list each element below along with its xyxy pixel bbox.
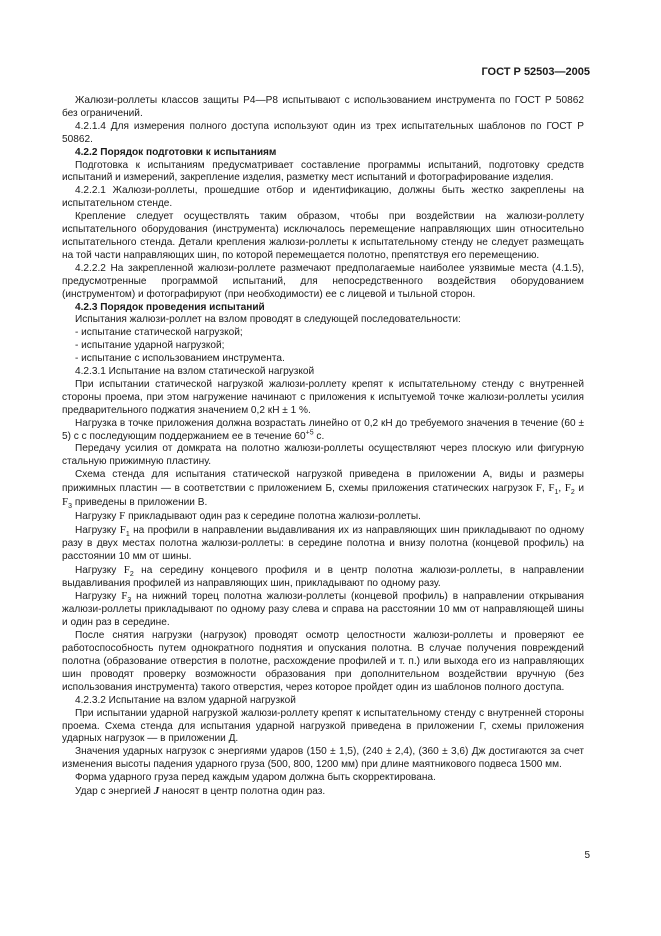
section-heading: 4.2.3 Порядок проведения испытаний	[75, 301, 265, 313]
subscript: 2	[570, 489, 575, 497]
paragraph: При испытании статической нагрузкой жалюзи-роллету крепят к испытательному стенду с внутренней стороны проема, при этом нагружение начинают с приложения к испытуемой точке жалюзи-роллеты усилия предварительного поджатия значением 0,2 кН ± 1 %.	[62, 378, 584, 416]
paragraph: Передачу усилия от домкрата на полотно жалюзи-роллеты осуществляют через плоскую или фигурную стальную прижимную пластину.	[62, 443, 584, 468]
symbol-f1: F	[548, 482, 555, 495]
text: Нагрузку	[75, 524, 120, 536]
paragraph: 4.2.2.2 На закрепленной жалюзи-роллете размечают предполагаемые наиболее уязвимые места (4.1.5), предусмотренные программой испытаний, для непосредственного воздействия оборудованием (инструментом) и фотографируют (при необходимости) ее с лицевой и тыльной сторон.	[62, 262, 584, 300]
subscript: 3	[68, 503, 73, 511]
paragraph: 4.2.1.4 Для измерения полного доступа используют один из трех испытательных шаблонов по ГОСТ Р 50862.	[62, 120, 584, 145]
symbol-f: F	[119, 510, 126, 522]
subscript: 3	[127, 597, 132, 605]
symbol-f1: F	[119, 523, 126, 536]
subscript: 1	[125, 530, 130, 538]
section-heading: 4.2.2 Порядок подготовки к испытаниям	[75, 146, 277, 158]
paragraph	[62, 524, 584, 564]
symbol-f2: F	[564, 482, 571, 495]
separator: ,	[542, 483, 545, 495]
text: Нагрузку	[75, 591, 122, 603]
separator: ,	[558, 483, 562, 495]
paragraph	[62, 590, 584, 630]
text: с.	[313, 430, 325, 442]
paragraph: После снятия нагрузки (нагрузок) проводят осмотр целостности жалюзи-роллеты и проверяют ее работоспособность путем однократного поднятия и опускания полотна. В случае получения повреждений полотна (образование отверстия в полотне, расхождение профилей и т. п.) или выхода его из направляющих шин проводят проверку возможности образования при дополнительном воздействии вручную (без использования инструмента) такого отверстия, через которое пройдет один из шаблонов полного доступа.	[62, 630, 584, 693]
symbol-f2: F	[123, 563, 130, 576]
list-item: - испытание с использованием инструмента.	[75, 353, 285, 365]
text: Схема стенда для испытания статической нагрузкой приведена в приложении А, виды и размеры прижимных пластин — в соответствии с приложением Б, схемы приложения статических нагрузок	[62, 469, 584, 495]
paragraph	[62, 418, 584, 444]
paragraph: 4.2.2.1 Жалюзи-роллеты, прошедшие отбор и идентификацию, должны быть жестко закреплены на испытательном стенде.	[62, 185, 584, 210]
page-number: 5	[584, 850, 590, 861]
document-body	[62, 95, 584, 799]
paragraph: При испытании ударной нагрузкой жалюзи-роллету крепят к испытательному стенду с внутренней стороны проема. Схема стенда для испытания ударной нагрузкой приведена в приложении Г, схемы приложения ударных нагрузок — в приложении Д.	[62, 707, 584, 745]
paragraph	[62, 785, 584, 799]
text: наносят в центр полотна один раз.	[159, 786, 326, 798]
text: на нижний торец полотна жалюзи-роллеты (концевой профиль) в направлении открывания жалюзи-роллеты прикладывают по одному разу слева и справа на расстоянии 10 мм от направляющей шины и один раз в середине.	[62, 591, 584, 629]
subscript: 1	[554, 489, 559, 497]
symbol-j: J	[153, 785, 160, 798]
conjunction: и	[578, 483, 584, 495]
text: Нагрузку	[75, 511, 120, 522]
subsection-heading: 4.2.3.1 Испытание на взлом статической нагрузкой	[75, 366, 315, 378]
paragraph: Испытания жалюзи-роллет на взлом проводят в следующей последовательности:	[75, 314, 461, 326]
paragraph: Подготовка к испытаниям предусматривает составление программы испытаний, подготовку средств испытаний и измерений, закрепление изделия, разметку мест испытаний и фотографирование изделия.	[62, 159, 584, 184]
subsection-heading: 4.2.3.2 Испытание на взлом ударной нагрузкой	[75, 694, 296, 706]
text: прикладывают один раз к середине полотна жалюзи-роллеты.	[125, 511, 421, 522]
symbol-f3: F	[121, 590, 128, 603]
subscript: 2	[129, 570, 134, 578]
text: Нагрузку	[75, 564, 124, 576]
paragraph: Значения ударных нагрузок с энергиями ударов (150 ± 1,5), (240 ± 2,4), (360 ± 3,6) Дж достигаются за счет изменения высоты падения ударного груза (500, 800, 1200 мм) при длине маятникового подвеса 1500 мм.	[62, 746, 584, 771]
standard-code: ГОСТ Р 52503—2005	[481, 66, 590, 78]
superscript: +5	[305, 429, 314, 437]
list-item: - испытание статической нагрузкой;	[75, 327, 243, 339]
paragraph: Форма ударного груза перед каждым ударом должна быть скорректирована.	[75, 772, 436, 784]
text: на профили в направлении выдавливания их из направляющих шин прикладывают по одному разу в двух местах полотна жалюзи-роллеты: в середине полотна и внизу полотна (концевой профиль) на расстоянии 10 мм от шины.	[62, 524, 585, 562]
text: на середину концевого профиля и в центр полотна жалюзи-роллеты, в направлении выдавливания профилей из направляющих шин, прикладывают по одному разу.	[62, 564, 584, 589]
paragraph	[62, 564, 584, 591]
list-item: - испытание ударной нагрузкой;	[75, 340, 225, 352]
text: Удар с энергией	[75, 786, 154, 798]
text: приведены в приложении В.	[72, 497, 208, 509]
symbol-f: F	[535, 482, 543, 495]
paragraph: Жалюзи-роллеты классов защиты Р4—Р8 испытывают с использованием инструмента по ГОСТ Р 50862 без ограничений.	[62, 95, 584, 119]
paragraph	[62, 469, 584, 510]
paragraph	[62, 510, 584, 524]
symbol-f3: F	[62, 496, 69, 509]
paragraph: Крепление следует осуществлять таким образом, чтобы при воздействии на жалюзи-роллету испытательного оборудования (инструмента) исключалось перемещение направляющих шин относительно испытательного стенда. Детали крепления жалюзи-роллеты к испытательному стенду не следует размещать на той части направляющих шин, по которой перемещается полотно, препятствуя его перемещению.	[62, 211, 584, 261]
text: Нагрузка в точке приложения должна возрастать линейно от 0,2 кН до требуемого значения в течение (60 ± 5) с с последующим поддержанием ее в течение 60	[62, 417, 584, 442]
